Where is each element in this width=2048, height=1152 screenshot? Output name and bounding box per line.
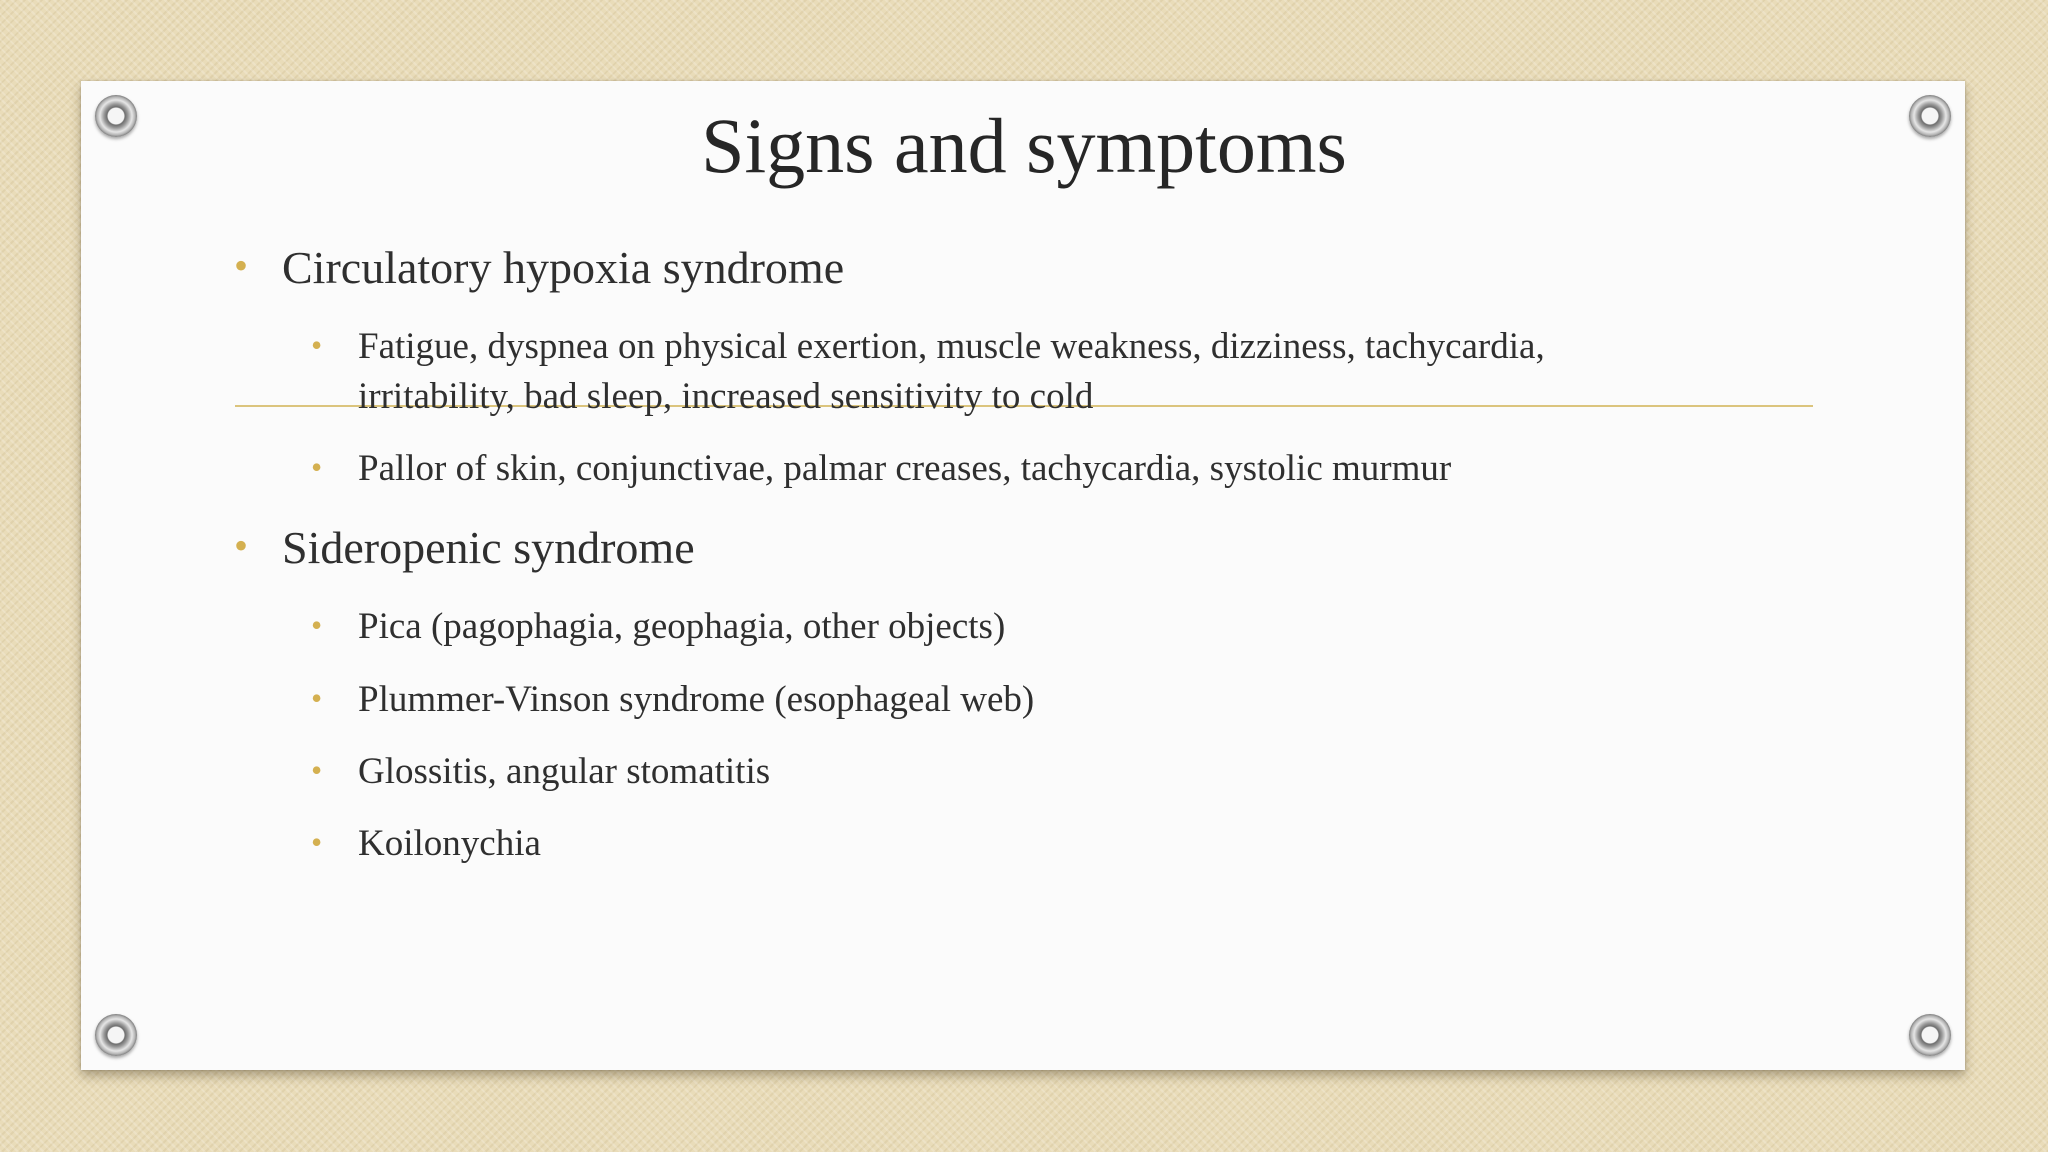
list-item-text: Plummer-Vinson syndrome (esophageal web)	[358, 679, 1035, 720]
bullet-icon: •	[311, 680, 323, 716]
section-heading-sideropenic	[234, 521, 695, 575]
list-item-text: Koilonychia	[358, 823, 541, 864]
bullet-icon: •	[234, 523, 249, 568]
list-item	[311, 675, 1688, 725]
list-item	[311, 322, 1688, 422]
bullet-icon: •	[311, 752, 323, 788]
list-item	[311, 444, 1688, 494]
slide-title: Signs and symptoms	[701, 102, 1347, 189]
list-item	[311, 819, 1688, 869]
bullet-icon: •	[311, 449, 323, 485]
list-item	[311, 602, 1688, 652]
list-item-text: Fatigue, dyspnea on physical exertion, muscle weakness, dizziness, tachycardia, irritability, bad sleep, increased sensitivity to cold	[358, 326, 1545, 417]
bullet-icon: •	[311, 607, 323, 643]
section-heading-text: Sideropenic syndrome	[282, 522, 695, 573]
bullet-icon: •	[234, 243, 249, 288]
list-item-text: Pica (pagophagia, geophagia, other objects)	[358, 606, 1006, 647]
bullet-icon: •	[311, 327, 323, 363]
section-heading-text: Circulatory hypoxia syndrome	[282, 242, 845, 293]
list-item-text: Glossitis, angular stomatitis	[358, 751, 771, 792]
section-heading-circulatory	[234, 241, 845, 295]
list-item-text: Pallor of skin, conjunctivae, palmar creases, tachycardia, systolic murmur	[358, 448, 1452, 489]
bullet-icon: •	[311, 824, 323, 860]
list-item	[311, 747, 1688, 797]
